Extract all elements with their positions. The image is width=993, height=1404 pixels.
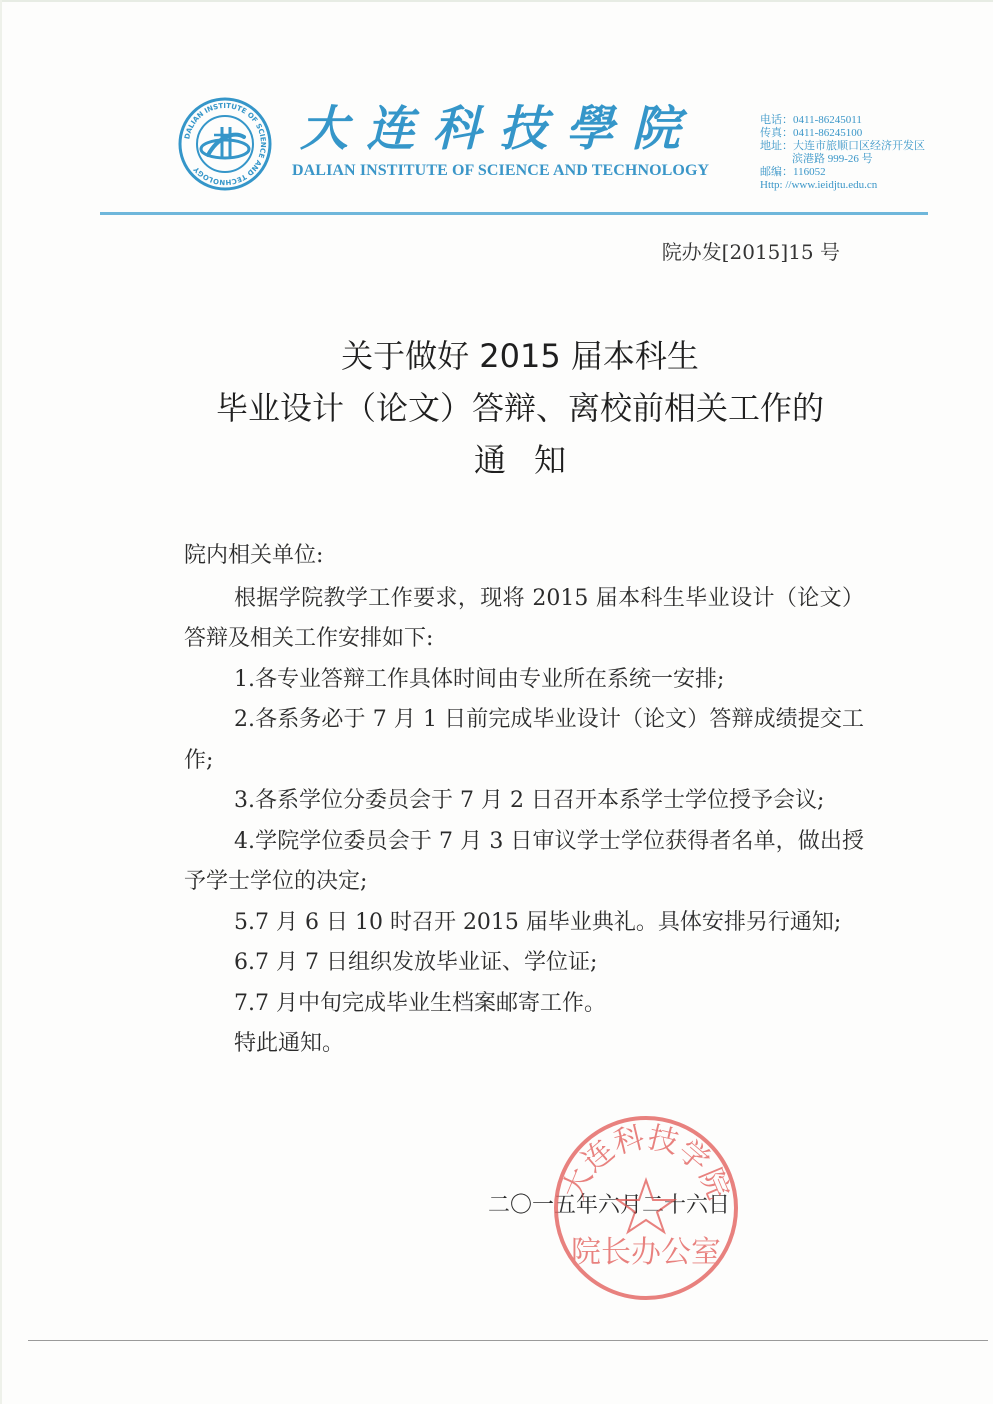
contact-block [760,114,950,192]
contact-fax: 传真：0411-86245100 [760,127,863,139]
institute-name-char: 院 [631,101,680,157]
list-item: 5.7 月 6 日 10 时召开 2015 届毕业典礼。具体安排另行通知; [234,909,842,935]
document-number: 院办发[2015]15 号 [661,240,840,264]
list-item: 4.学院学位委员会于 7 月 3 日审议学士学位获得者名单，做出授予学士学位的决定; [184,828,864,894]
contact-address: 地址：大连市旅顺口区经济开发区 [760,140,925,152]
institute-logo [178,97,272,191]
document-title [120,330,920,486]
scan-edge-left [0,0,2,1404]
official-seal [548,1110,744,1306]
institute-name-cn [300,103,680,155]
institute-name-en: DALIAN INSTITUTE OF SCIENCE AND TECHNOLOGY [292,162,710,179]
closing-line: 特此通知。 [234,1031,345,1056]
institute-name-char: 學 [565,101,614,157]
document-body [184,536,864,1065]
institute-name-char: 科 [432,101,481,157]
contact-address-line2: 滨港路 999-26 号 [792,153,873,165]
institute-name-char: 大 [300,101,349,157]
seal-top-text: 大连科技学院 [556,1120,736,1205]
intro-paragraph: 根据学院教学工作要求，现将 2015 届本科生毕业设计（论文）答辩及相关工作安排如下: [184,585,864,651]
institute-name-char: 技 [499,101,548,157]
issue-date: 二〇一五年六月二十六日 [488,1193,731,1218]
contact-website: Http: //www.ieidjtu.edu.cn [760,179,878,191]
institute-name-char: 连 [366,101,415,157]
contact-phone: 电话：0411-86245011 [760,114,862,126]
svg-text:DALIAN INSTITUTE OF SCIENCE AN [183,102,267,186]
seal-bottom-text: 院长办公室 [571,1235,721,1270]
contact-postcode: 邮编：116052 [760,166,826,178]
svg-text:大连科技学院 [556,1120,735,1204]
logo-ring-text: DALIAN INSTITUTE OF SCIENCE AND TECHNOLOGY [183,101,268,187]
list-item: 7.7 月中旬完成毕业生档案邮寄工作。 [234,990,606,1016]
scan-edge-top [0,0,993,2]
letterhead-divider [100,212,928,215]
list-item: 2.各系务必于 7 月 1 日前完成毕业设计（论文）答辩成绩提交工作; [184,707,864,773]
footer-divider [28,1340,988,1341]
title-line-2: 毕业设计（论文）答辩、离校前相关工作的 [215,389,824,427]
salutation: 院内相关单位: [184,543,324,568]
list-item: 1.各专业答辩工作具体时间由专业所在系统一安排; [234,666,725,692]
list-item: 3.各系学位分委员会于 7 月 2 日召开本系学士学位授予会议; [234,788,825,813]
list-item: 6.7 月 7 日组织发放毕业证、学位证; [234,950,598,975]
title-line-1: 关于做好 2015 届本科生 [341,337,699,375]
title-line-3: 通知 [473,441,594,479]
